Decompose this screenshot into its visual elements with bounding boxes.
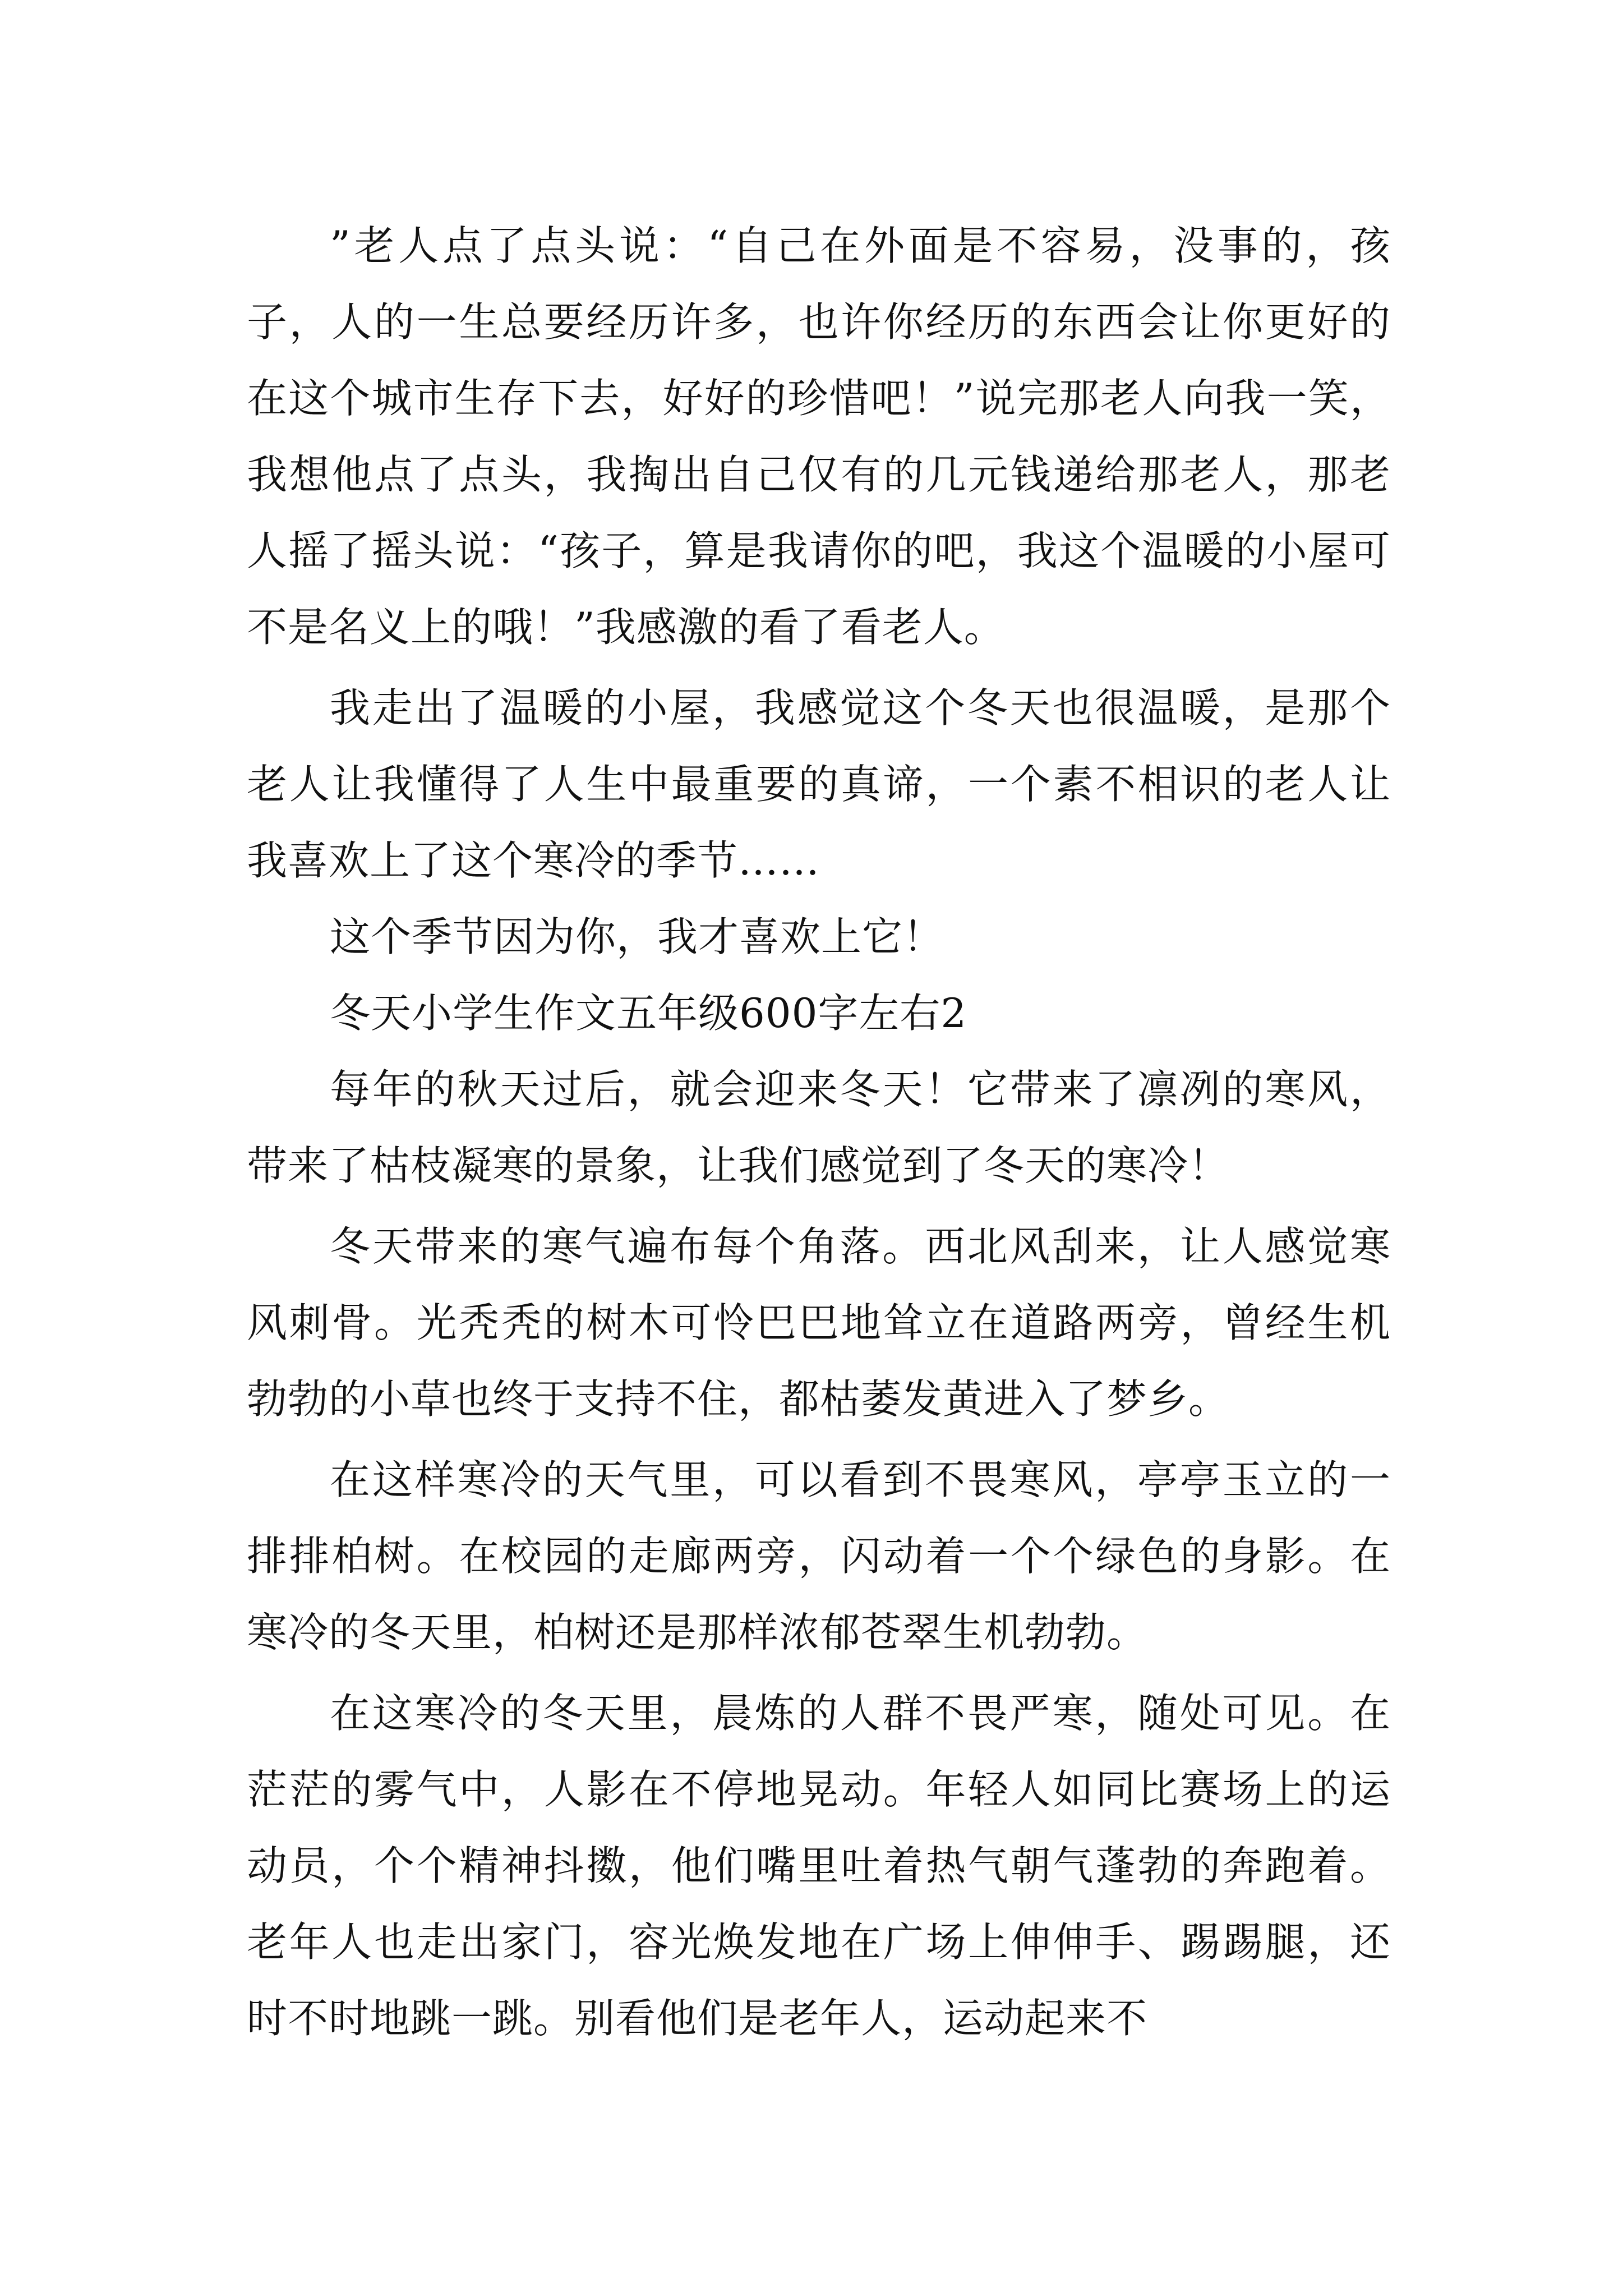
paragraph: 我走出了温暖的小屋，我感觉这个冬天也很温暖，是那个老人让我懂得了人生中最重要的真谛，一个素不相识的老人让我喜欢上了这个寒冷的季节…… — [247, 684, 1391, 884]
paragraph: 每年的秋天过后，就会迎来冬天！它带来了凛冽的寒风，带来了枯枝凝寒的景象，让我们感觉到了冬天的寒冷！ — [247, 1066, 1391, 1189]
paragraph: 冬天带来的寒气遍布每个角落。西北风刮来，让人感觉寒风刺骨。光秃秃的树木可怜巴巴地耸立在道路两旁，曾经生机勃勃的小草也终于支持不住，都枯萎发黄进入了梦乡。 — [247, 1223, 1391, 1423]
paragraph: ”老人点了点头说：“自己在外面是不容易，没事的，孩子，人的一生总要经历许多，也许你经历的东西会让你更好的在这个城市生存下去，好好的珍惜吧！”说完那老人向我一笑，我想他点了点头，我掏出自己仅有的几元钱递给那老人，那老人摇了摇头说：“孩子，算是我请你的吧，我这个温暖的小屋可不是名义上的哦！”我感激的看了看老人。 — [247, 222, 1391, 651]
document-body — [247, 208, 1391, 2056]
paragraph: 在这寒冷的冬天里，晨炼的人群不畏严寒，随处可见。在茫茫的雾气中，人影在不停地晃动。年轻人如同比赛场上的运动员，个个精神抖擞，他们嘴里吐着热气朝气蓬勃的奔跑着。老年人也走出家门，容光焕发地在广场上伸伸手、踢踢腿，还时不时地跳一跳。别看他们是老年人，运动起来不 — [247, 1690, 1391, 2042]
section-heading: 冬天小学生作文五年级600字左右2 — [330, 990, 967, 1037]
paragraph: 在这样寒冷的天气里，可以看到不畏寒风，亭亭玉立的一排排柏树。在校园的走廊两旁，闪动着一个个绿色的身影。在寒冷的冬天里，柏树还是那样浓郁苍翠生机勃勃。 — [247, 1456, 1391, 1656]
paragraph: 这个季节因为你，我才喜欢上它！ — [330, 913, 944, 960]
